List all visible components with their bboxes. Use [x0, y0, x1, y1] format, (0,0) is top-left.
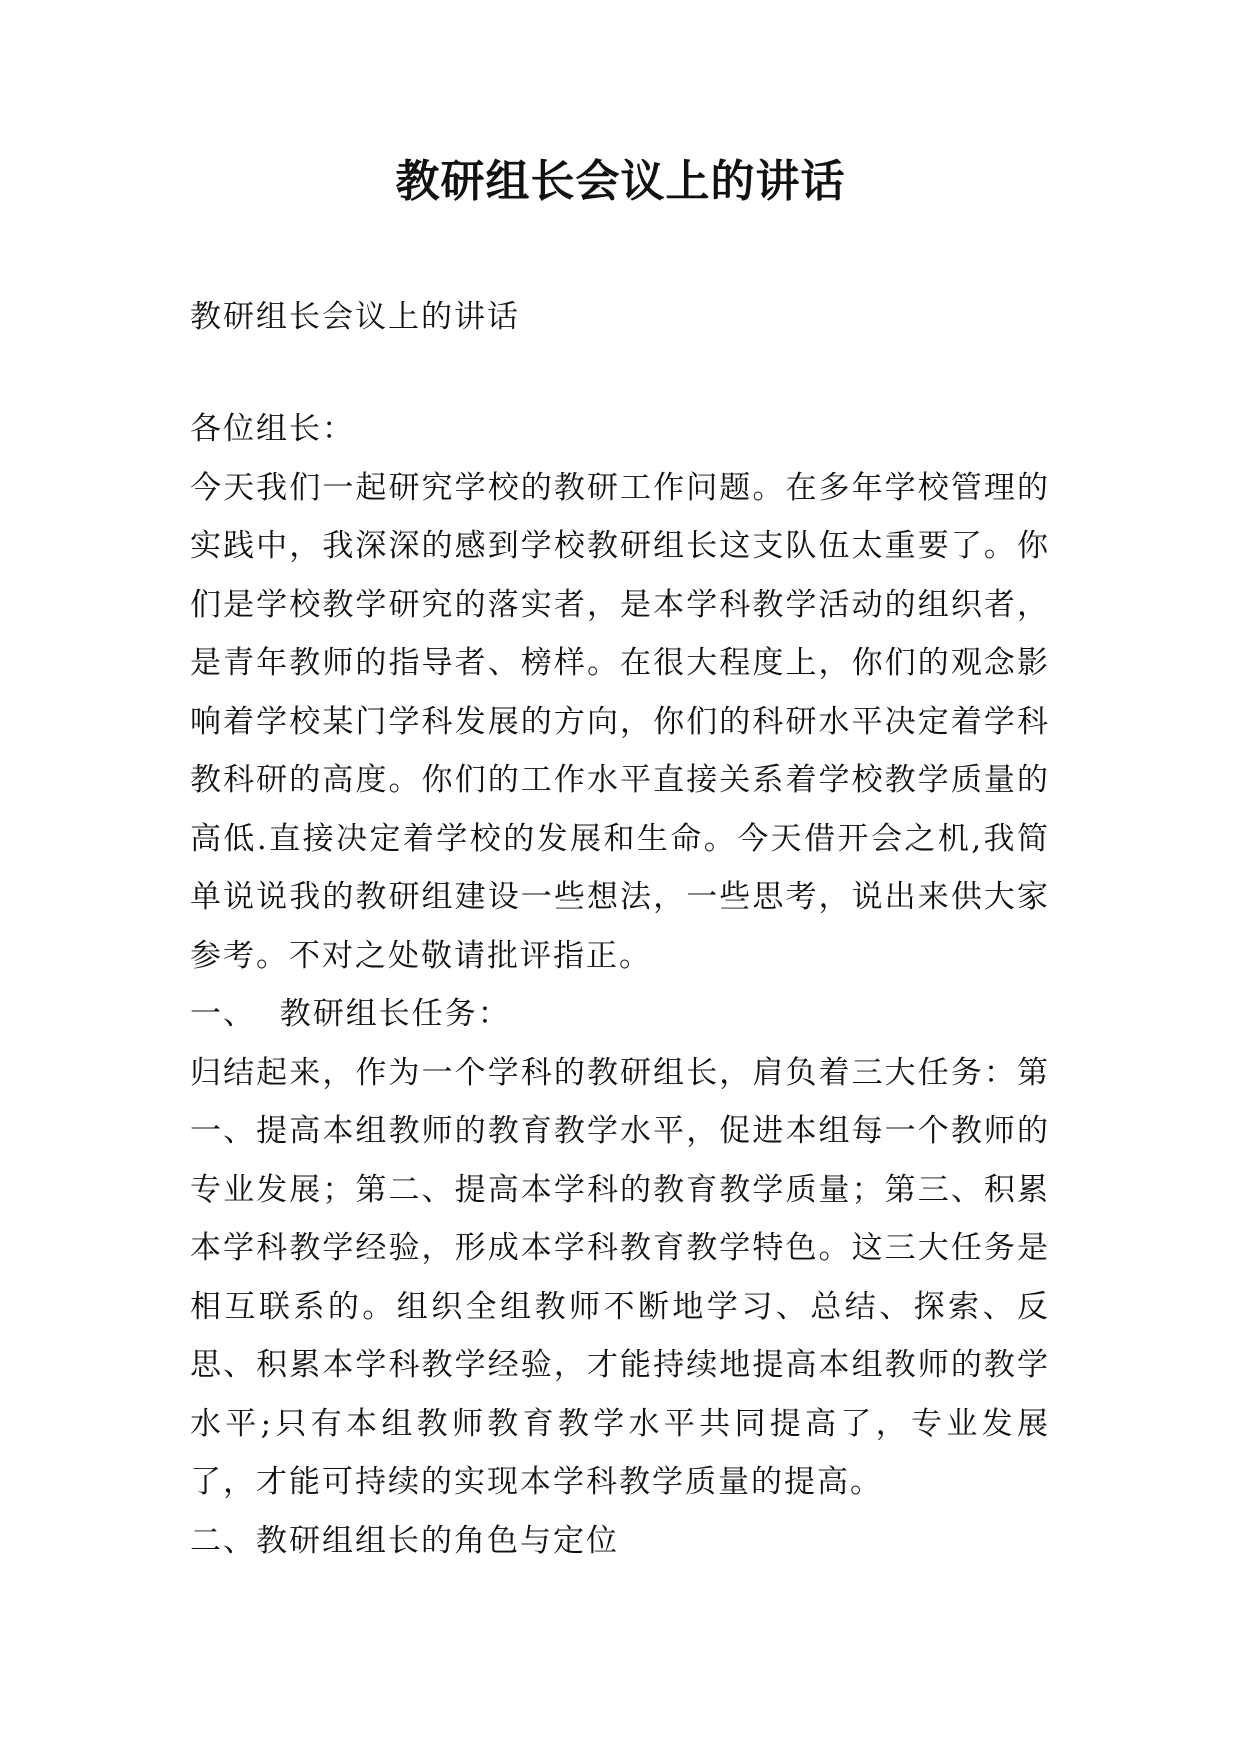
paragraph-tasks: 归结起来，作为一个学科的教研组长，肩负着三大任务：第一、提高本组教师的教育教学水平，促进本组每一个教师的专业发展；第二、提高本学科的教育教学质量；第三、积累本学科教学经验，形成本学科教育教学特色。这三大任务是相互联系的。组织全组教师不断地学习、总结、探索、反思、积累本学科教学经验，才能持续地提高本组教师的教学水平;只有本组教师教育教学水平共同提高了，专业发展了，才能可持续的实现本学科教学质量的提高。 [190, 1054, 1050, 1500]
salutation: 各位组长： [190, 411, 355, 447]
document-subtitle: 教研组长会议上的讲话 [190, 299, 520, 335]
paragraph-intro: 今天我们一起研究学校的教研工作问题。在多年学校管理的实践中，我深深的感到学校教研组长这支队伍太重要了。你们是学校教学研究的落实者，是本学科教学活动的组织者，是青年教师的指导者、榜样。在很大程度上，你们的观念影响着学校某门学科发展的方向，你们的科研水平决定着学科教科研的高度。你们的工作水平直接关系着学校教学质量的高低.直接决定着学校的发展和生命。今天借开会之机,我简单说说我的教研组建设一些想法，一些思考，说出来供大家参考。不对之处敬请批评指正。 [190, 469, 1050, 974]
section-heading-1: 一、 教研组长任务： [190, 996, 511, 1032]
section-heading-2: 二、教研组组长的角色与定位 [190, 1522, 619, 1559]
document-title: 教研组长会议上的讲话 [395, 156, 846, 207]
document-body [190, 400, 1050, 1570]
